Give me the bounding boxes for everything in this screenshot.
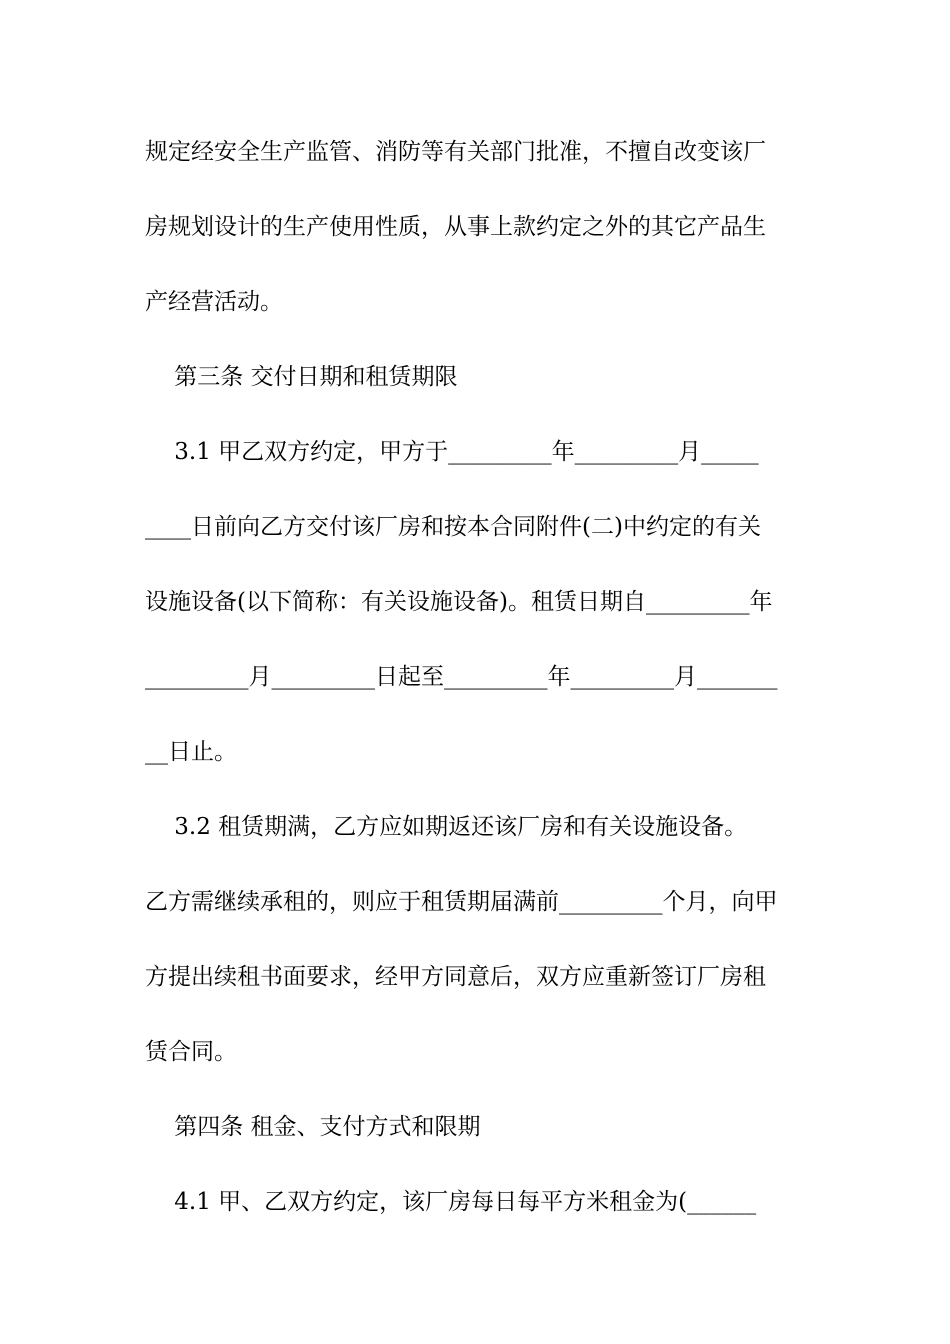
section-heading-3: 第三条 交付日期和租赁期限 — [145, 364, 458, 390]
text-line: 赁合同。 — [145, 1039, 237, 1065]
text-line: 设施设备(以下简称：有关设施设备)。租赁日期自_________年 — [145, 589, 773, 615]
text-line: ____日前向乙方交付该厂房和按本合同附件(二)中约定的有关 — [145, 514, 761, 540]
text-line: 房规划设计的生产使用性质，从事上款约定之外的其它产品生 — [145, 214, 766, 240]
clause-4-1: 4.1 甲、乙双方约定，该厂房每日每平方米租金为(______ — [145, 1189, 757, 1215]
clause-3-2: 3.2 租赁期满，乙方应如期返还该厂房和有关设施设备。 — [145, 814, 748, 840]
text-line: __日止。 — [145, 739, 237, 765]
text-line: 产经营活动。 — [145, 289, 283, 315]
section-heading-4: 第四条 租金、支付方式和限期 — [145, 1114, 481, 1140]
text-line: 方提出续租书面要求，经甲方同意后，双方应重新签订厂房租 — [145, 964, 766, 990]
text-line: _________月_________日起至_________年_________月_______ — [145, 664, 778, 690]
clause-3-1: 3.1 甲乙双方约定，甲方于_________年_________月_____ — [145, 439, 759, 465]
text-line: 乙方需继续承租的，则应于租赁期届满前_________个月，向甲 — [145, 889, 778, 915]
text-line: 规定经安全生产监管、消防等有关部门批准，不擅自改变该厂 — [145, 139, 766, 165]
